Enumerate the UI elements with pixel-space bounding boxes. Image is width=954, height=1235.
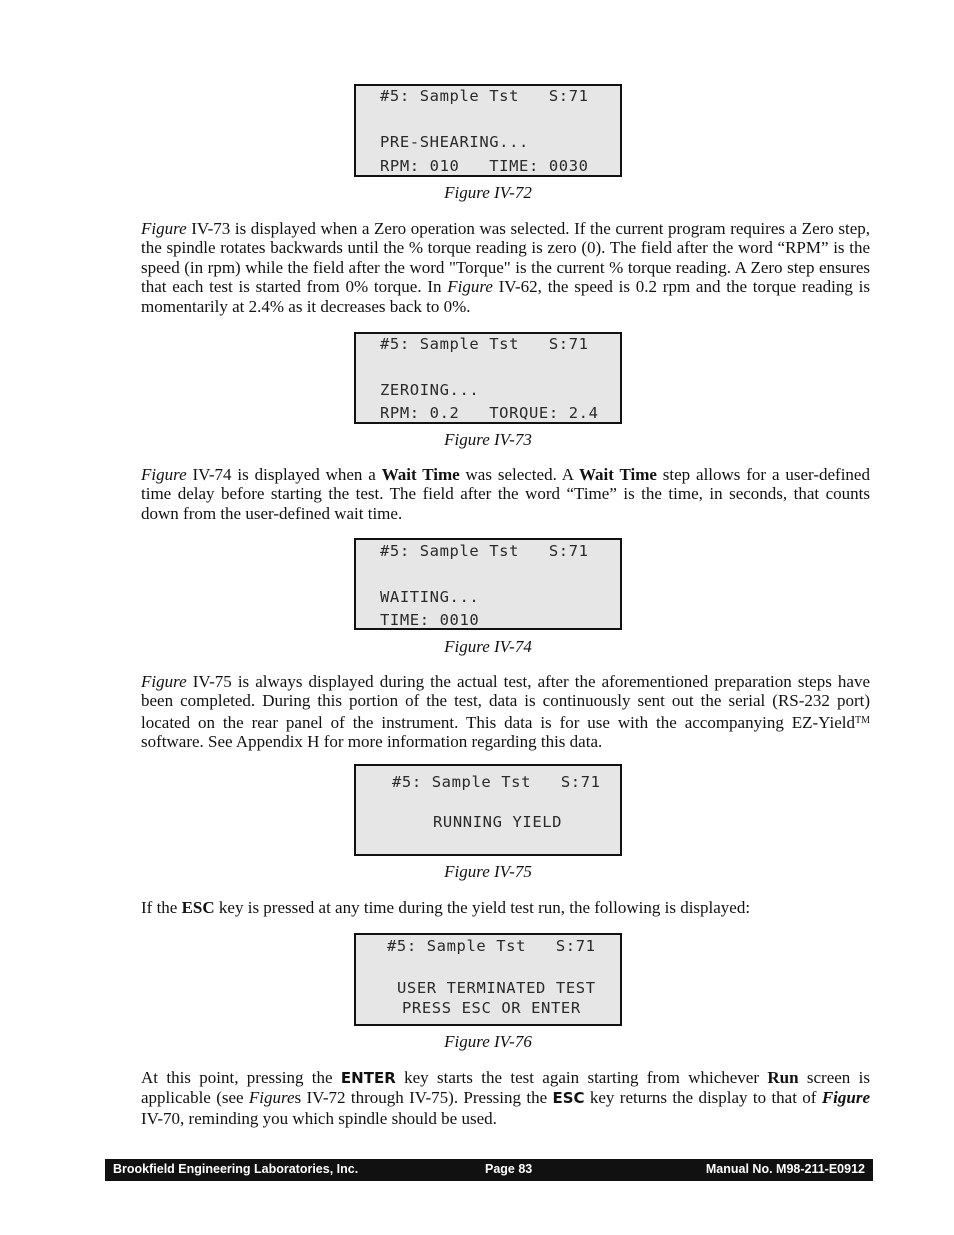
lcd-display-fig75 — [354, 764, 622, 856]
lcd-line: RPM: 010 TIME: 0030 — [380, 157, 589, 175]
lcd-display-fig76 — [354, 933, 622, 1026]
footer-manual-number: Manual No. M98-211-E0912 — [705, 1162, 865, 1176]
lcd-line: #5: Sample Tst S:71 — [387, 937, 596, 955]
lcd-line: PRE-SHEARING... — [380, 133, 529, 151]
paragraph-text: IV-73 is displayed when a Zero operation was selected. If the current program requires a Zero step, the spindle rotates backwards until the % torque reading is zero (0). The field after the word “RPM” is the speed (in rpm) while the field after the word "Torque" is the current % torque reading. A Zero step ensures that each test is started from 0% torque. In — [141, 219, 870, 297]
lcd-line: RUNNING YIELD — [433, 813, 563, 831]
lcd-line: RPM: 0.2 TORQUE: 2.4 — [380, 404, 599, 422]
paragraph-text: s IV-72 through IV-75). Pressing the — [294, 1088, 553, 1108]
paragraph-text: At this point, pressing the — [141, 1068, 341, 1087]
body-paragraph — [141, 898, 870, 917]
bold-term: Wait Time — [381, 465, 460, 484]
paragraph-text: IV-70, reminding you which spindle should be used. — [141, 1108, 497, 1128]
figure-ref: Figure — [821, 1088, 870, 1108]
lcd-line: #5: Sample Tst S:71 — [380, 87, 589, 105]
paragraph-text: IV-74 is displayed when a — [186, 465, 382, 484]
lcd-line: TIME: 0010 — [380, 611, 480, 629]
lcd-line: #5: Sample Tst S:71 — [380, 335, 589, 353]
lcd-display-fig73 — [354, 332, 622, 424]
lcd-display-fig72 — [354, 84, 622, 177]
figure-ref: Figure — [141, 465, 187, 484]
bold-term: Run — [767, 1068, 799, 1087]
body-paragraph — [141, 672, 870, 752]
lcd-line: ZEROING... — [380, 381, 480, 399]
lcd-line: USER TERMINATED TEST — [397, 979, 596, 997]
trademark-mark: TM — [855, 714, 870, 726]
paragraph-text: If the — [141, 898, 182, 917]
lcd-line: #5: Sample Tst S:71 — [392, 773, 601, 791]
paragraph-text: software. See Appendix H for more information regarding this data. — [141, 732, 603, 752]
figure-ref: Figure — [447, 277, 493, 297]
lcd-line: PRESS ESC OR ENTER — [402, 999, 581, 1017]
footer-page-number: Page 83 — [485, 1162, 533, 1176]
key-name-esc: ESC — [552, 1089, 585, 1108]
figure-ref: Figure — [141, 672, 187, 691]
lcd-display-fig74 — [354, 538, 622, 630]
paragraph-text: key is pressed at any time during the yield test run, the following is displayed: — [214, 898, 751, 917]
bold-term: ESC — [181, 898, 215, 917]
footer-company: Brookfield Engineering Laboratories, Inc. — [113, 1162, 359, 1176]
paragraph-text: step allows for a user-defined time delay before starting the test. The field after the word “Time” is the time, in seconds, that counts down from the user-defined wait time. — [141, 465, 870, 523]
figure-caption: Figure IV-73 — [444, 430, 532, 449]
figure-caption: Figure IV-76 — [444, 1032, 532, 1051]
paragraph-text: key starts the test again starting from whichever — [395, 1068, 768, 1087]
figure-ref: Figure — [248, 1088, 295, 1108]
lcd-line: WAITING... — [380, 588, 480, 606]
figure-caption: Figure IV-74 — [444, 637, 532, 656]
figure-ref: Figure — [141, 219, 187, 238]
bold-term: Wait Time — [578, 465, 657, 484]
body-paragraph — [141, 219, 870, 316]
paragraph-text: key returns the display to that of — [584, 1088, 822, 1108]
paragraph-text: IV-62, the speed is 0.2 rpm and the torque reading is momentarily at 2.4% as it decreases back to 0%. — [141, 277, 871, 316]
figure-caption: Figure IV-72 — [444, 183, 532, 202]
paragraph-text: was selected. A — [459, 465, 579, 484]
body-paragraph — [141, 465, 870, 523]
page-footer — [105, 1159, 873, 1181]
key-name-enter: ENTER — [340, 1069, 396, 1087]
paragraph-text: IV-75 is always displayed during the actual test, after the aforementioned preparation steps have been completed. During this portion of the test, data is continuously sent out the serial (RS-232 port) located on the rear panel of the instrument. This data is for use with the accompanying EZ-Yield — [141, 672, 870, 732]
lcd-line: #5: Sample Tst S:71 — [380, 542, 589, 560]
figure-caption: Figure IV-75 — [444, 862, 532, 881]
body-paragraph — [141, 1068, 870, 1128]
paragraph-text: screen is applicable (see — [141, 1068, 870, 1108]
